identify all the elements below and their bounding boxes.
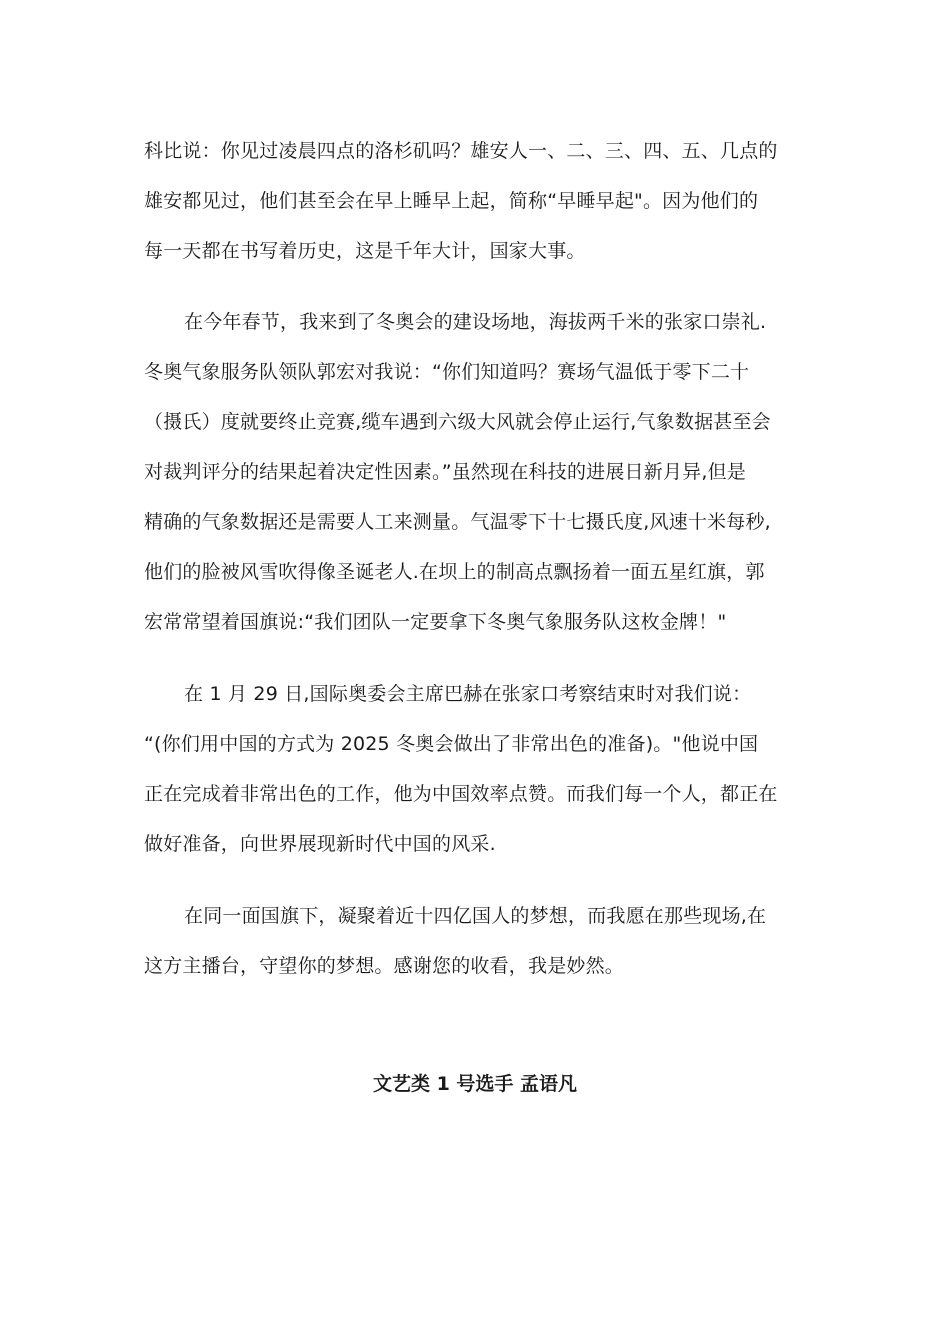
paragraph-line: 在同一面国旗下，凝聚着近十四亿国人的梦想，而我愿在那些现场,在 [184,905,767,927]
paragraph-line: 这方主播台，守望你的梦想。感谢您的收看，我是妙然。 [144,955,625,977]
paragraph-4 [144,891,824,991]
section-heading: 文艺类 1 号选手 孟语凡 [372,1073,578,1095]
paragraph-line: 每一天都在书写着历史，这是千年大计，国家大事。 [144,240,586,262]
paragraph-line: 对裁判评分的结果起着决定性因素。”虽然现在科技的进展日新月异,但是 [144,461,746,483]
paragraph-line: 在 1 月 29 日,国际奥委会主席巴赫在张家口考察结束时对我们说： [184,683,752,705]
paragraph-line: 他们的脸被风雪吹得像圣诞老人.在坝上的制高点飘扬着一面五星红旗，郭 [144,561,765,583]
paragraph-line: （摄氏）度就要终止竞赛,缆车遇到六级大风就会停止运行,气象数据甚至会 [144,411,771,433]
paragraph-line: 在今年春节，我来到了冬奥会的建设场地，海拔两千米的张家口崇礼. [184,311,767,333]
paragraph-line: 科比说：你见过凌晨四点的洛杉矶吗？雄安人一、二、三、四、五、几点的 [144,140,778,162]
paragraph-line: 精确的气象数据还是需要人工来测量。气温零下十七摄氏度,风速十米每秒, [144,511,771,533]
paragraph-2 [144,297,824,647]
paragraph-line: 做好准备，向世界展现新时代中国的风采. [144,833,496,855]
paragraph-line: 冬奥气象服务队领队郭宏对我说：“你们知道吗？赛场气温低于零下二十 [144,361,750,383]
paragraph-line: 宏常常望着国旗说:“我们团队一定要拿下冬奥气象服务队这枚金牌！" [144,611,727,633]
paragraph-line: 雄安都见过，他们甚至会在早上睡早上起，简称“早睡早起"。因为他们的 [144,190,759,212]
paragraph-line: “(你们用中国的方式为 2025 冬奥会做出了非常出色的准备)。"他说中国 [144,733,759,755]
paragraph-1 [144,126,824,276]
paragraph-line: 正在完成着非常出色的工作，他为中国效率点赞。而我们每一个人，都正在 [144,783,778,805]
paragraph-3 [144,669,824,869]
